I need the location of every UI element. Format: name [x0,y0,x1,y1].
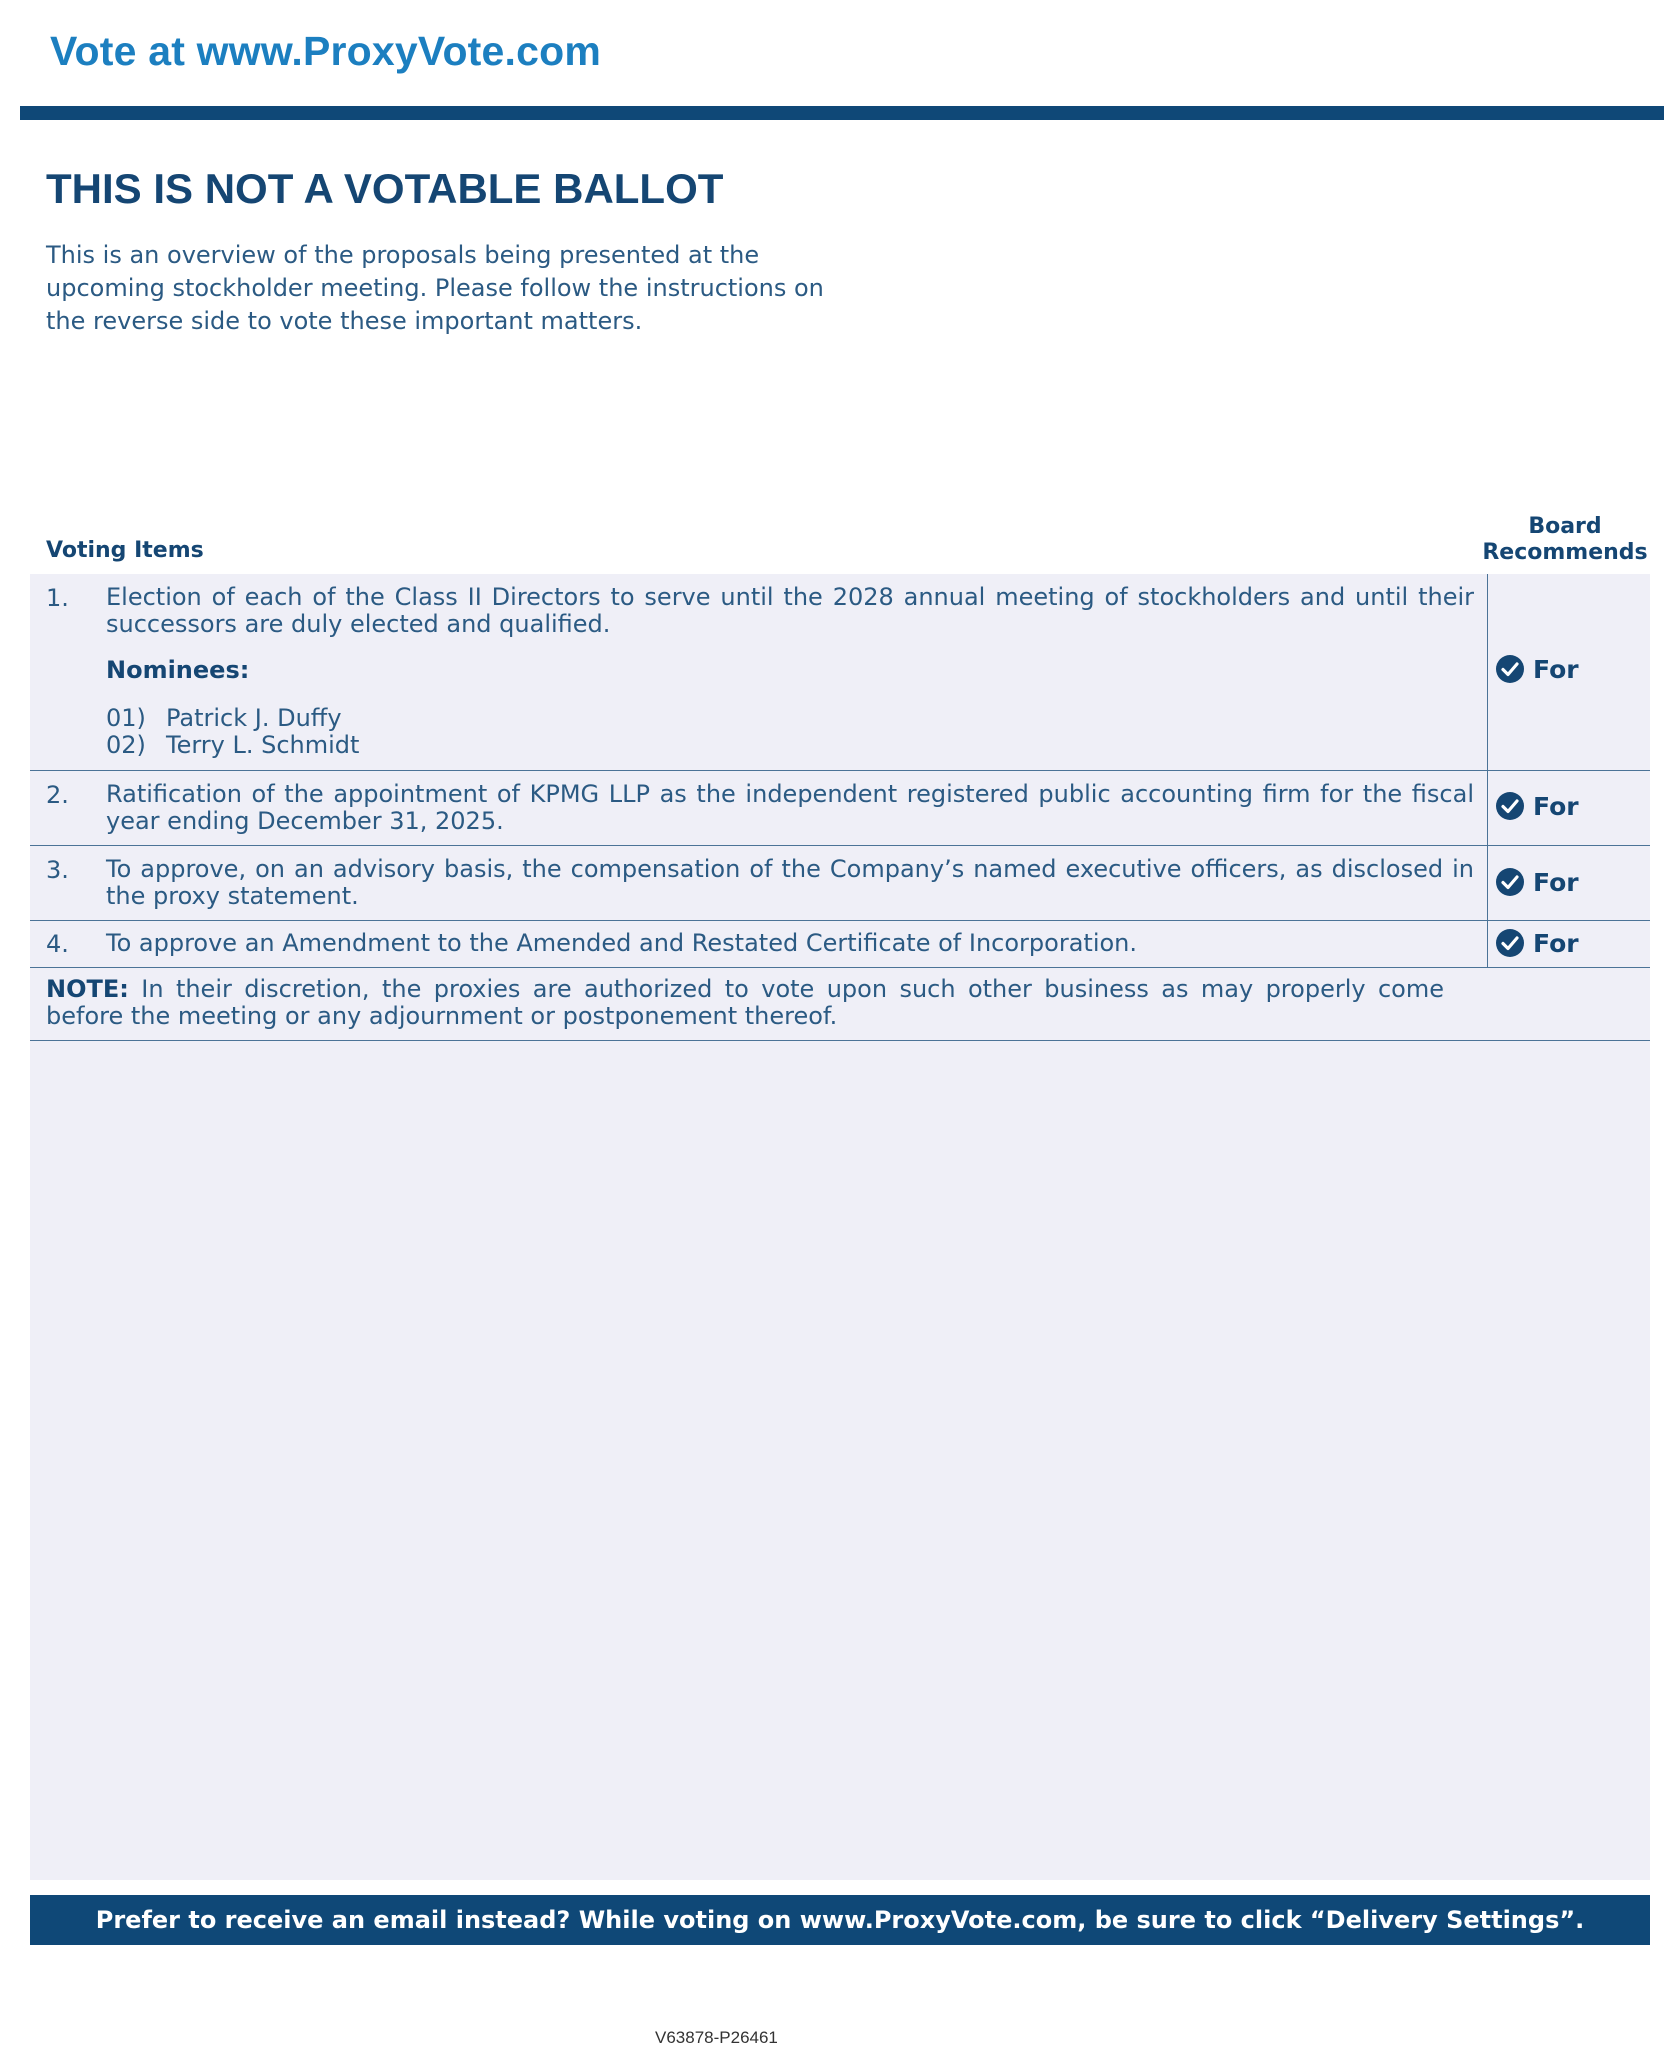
nominee-1 [106,704,342,732]
check-circle-icon [1495,928,1525,958]
nominee-2 [106,731,359,759]
board-header-line1: Board [1528,514,1602,539]
voting-item-2 [30,771,1650,846]
recommendation-label: For [1533,928,1579,958]
note-rule [30,1040,1650,1041]
item-text: Ratification of the appointment of KPMG LLP as the independent registered public accounting firm for the fiscal year ending December 31, 2025. [106,780,1474,835]
document-code: V63878-P26461 [655,2028,778,2047]
board-recommends-header [1470,514,1660,566]
check-circle-icon [1495,654,1525,684]
item-number: 2. [46,781,69,809]
nominee-name: Terry L. Schmidt [166,731,360,759]
item-text: Election of each of the Class II Directors to serve until the 2028 annual meeting of stockholders and until their successors are duly elected and qualified. [106,583,1474,638]
vote-url-heading: Vote at www.ProxyVote.com [50,28,602,74]
note-label: NOTE: [46,975,129,1003]
intro-line-3: the reverse side to vote these important matters. [46,307,643,335]
column-separator [1487,921,1488,967]
item-number: 1. [46,584,69,612]
recommendation-label: For [1533,654,1579,684]
note-paragraph [46,976,1444,1030]
column-separator [1487,846,1488,920]
board-header-line2: Recommends [1482,540,1648,565]
header-rule [20,106,1664,120]
check-circle-icon [1495,867,1525,897]
voting-item-3 [30,846,1650,921]
board-recommendation [1495,867,1579,897]
board-recommendation [1495,791,1579,821]
recommendation-label: For [1533,791,1579,821]
nominee-name: Patrick J. Duffy [166,704,342,732]
voting-item-1 [30,574,1650,771]
intro-line-2: upcoming stockholder meeting. Please follow the instructions on [46,274,824,302]
item-text: To approve, on an advisory basis, the compensation of the Company’s named executive officers, as disclosed in the proxy statement. [106,855,1474,910]
intro-paragraph [46,239,846,338]
check-circle-icon [1495,791,1525,821]
board-recommendation [1495,654,1579,684]
item-text: To approve an Amendment to the Amended and Restated Certificate of Incorporation. [106,929,1138,957]
item-number: 3. [46,856,69,884]
nominee-number: 01) [106,704,146,732]
email-delivery-banner [30,1895,1650,1945]
column-separator [1487,771,1488,845]
nominees-label: Nominees: [106,656,250,684]
nominee-number: 02) [106,731,146,759]
board-recommendation [1495,928,1579,958]
voting-item-4 [30,921,1650,968]
note-text: In their discretion, the proxies are authorized to vote upon such other business as may properly come before the meeting or any adjournment or postponement thereof. [46,975,1444,1030]
intro-line-1: This is an overview of the proposals being presented at the [46,241,760,269]
column-separator [1487,574,1488,770]
item-number: 4. [46,930,69,958]
not-votable-heading: THIS IS NOT A VOTABLE BALLOT [46,165,724,212]
recommendation-label: For [1533,867,1579,897]
banner-text: Prefer to receive an email instead? While voting on www.ProxyVote.com, be sure to click “Delivery Settings”. [95,1906,1585,1934]
voting-items-header: Voting Items [46,538,204,563]
